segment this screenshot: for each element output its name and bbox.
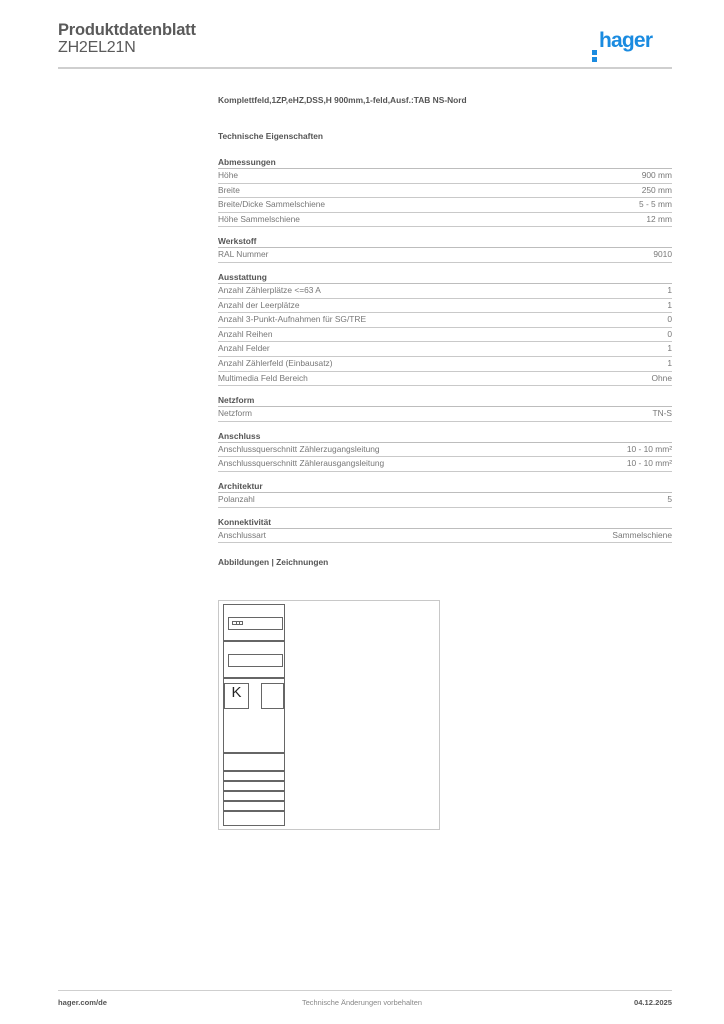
product-code: ZH2EL21N (58, 39, 136, 56)
group-title: Werkstoff (218, 236, 672, 248)
document-title: Produktdatenblatt (58, 21, 196, 39)
group-netzform (218, 395, 672, 422)
row-value: 1 (667, 343, 672, 354)
row-value: 1 (667, 299, 672, 310)
row-value: 1 (667, 357, 672, 368)
table-row (218, 407, 672, 422)
group-konnektivitaet (218, 517, 672, 544)
row-label: Multimedia Feld Bereich (218, 372, 308, 383)
divider-line (224, 800, 284, 802)
row-value: 250 mm (641, 184, 672, 195)
row-label: Anschlussart (218, 529, 266, 540)
row-value: Ohne (651, 372, 672, 383)
images-section-title: Abbildungen | Zeichnungen (218, 557, 329, 568)
row-value: 10 - 10 mm² (626, 443, 672, 454)
footer-website: hager.com/de (58, 998, 107, 1007)
technical-drawing (218, 600, 440, 830)
row-label: Anzahl Zählerfeld (Einbausatz) (218, 357, 333, 368)
group-anschluss (218, 431, 672, 472)
footer-notice: Technische Änderungen vorbehalten (302, 998, 422, 1007)
group-ausstattung (218, 272, 672, 386)
divider-line (224, 780, 284, 782)
row-label: Polanzahl (218, 493, 255, 504)
row-label: Anschlussquerschnitt Zählerzugangsleitung (218, 443, 380, 454)
table-row (218, 493, 672, 508)
table-row (218, 357, 672, 372)
footer-date: 04.12.2025 (633, 998, 672, 1007)
side-box (261, 683, 284, 709)
content-area (218, 95, 672, 573)
table-row (218, 169, 672, 184)
table-row (218, 342, 672, 357)
table-row (218, 284, 672, 299)
table-row (218, 443, 672, 458)
row-label: Anzahl Reihen (218, 328, 273, 339)
row-value: 9010 (653, 249, 672, 260)
row-value: 12 mm (646, 213, 672, 224)
divider-line (224, 677, 284, 679)
table-row (218, 529, 672, 544)
row-label: Anschlussquerschnitt Zählerausgangsleitung (218, 458, 385, 469)
row-value: 1 (667, 284, 672, 295)
group-title: Anschluss (218, 431, 672, 443)
divider-line (224, 770, 284, 772)
table-row (218, 457, 672, 472)
row-value: 10 - 10 mm² (626, 458, 672, 469)
row-label: Netzform (218, 408, 252, 419)
row-label: Breite (218, 184, 240, 195)
divider-line (224, 640, 284, 642)
row-label: Anzahl der Leerplätze (218, 299, 300, 310)
group-title: Ausstattung (218, 272, 672, 284)
row-value: 0 (667, 328, 672, 339)
row-label: Anzahl Zählerplätze <=63 A (218, 284, 321, 295)
row-label: Anzahl Felder (218, 343, 270, 354)
row-value: 5 - 5 mm (638, 199, 672, 210)
table-row (218, 299, 672, 314)
table-row (218, 328, 672, 343)
row-label: RAL Nummer (218, 249, 269, 260)
row-label: Höhe Sammelschiene (218, 213, 300, 224)
row-value: 900 mm (641, 170, 672, 180)
row-label: Anzahl 3-Punkt-Aufnahmen für SG/TRE (218, 314, 367, 325)
row-label: Höhe (218, 170, 239, 180)
meter-symbol-icon (232, 621, 243, 625)
row-value: 0 (667, 314, 672, 325)
row-value: Sammelschiene (612, 529, 672, 540)
divider-line (224, 752, 284, 754)
meter-display-box (228, 617, 283, 630)
logo-text: hager (599, 29, 653, 52)
group-title: Konnektivität (218, 517, 672, 529)
group-title: Architektur (218, 481, 672, 493)
empty-field-box (228, 654, 283, 667)
footer-divider (58, 990, 672, 991)
table-row (218, 372, 672, 387)
cabinet-outline (223, 604, 285, 826)
group-werkstoff (218, 236, 672, 263)
product-description: Komplettfeld,1ZP,eHZ,DSS,H 900mm,1-feld,Ausf.:TAB NS-Nord (218, 95, 467, 105)
k-box (224, 683, 249, 709)
row-value: TN-S (652, 408, 672, 419)
group-title: Abmessungen (218, 157, 672, 169)
tech-props-title: Technische Eigenschaften (218, 131, 324, 141)
k-label: K (231, 684, 242, 701)
table-row (218, 213, 672, 228)
divider-line (224, 810, 284, 812)
hager-logo (592, 29, 652, 53)
table-row (218, 198, 672, 213)
divider-line (224, 790, 284, 792)
header-divider (58, 67, 672, 69)
table-row (218, 313, 672, 328)
row-label: Breite/Dicke Sammelschiene (218, 199, 326, 210)
table-row (218, 248, 672, 263)
group-title: Netzform (218, 395, 672, 407)
table-row (218, 184, 672, 199)
group-abmessungen (218, 157, 672, 227)
row-value: 5 (667, 493, 672, 504)
group-architektur (218, 481, 672, 508)
